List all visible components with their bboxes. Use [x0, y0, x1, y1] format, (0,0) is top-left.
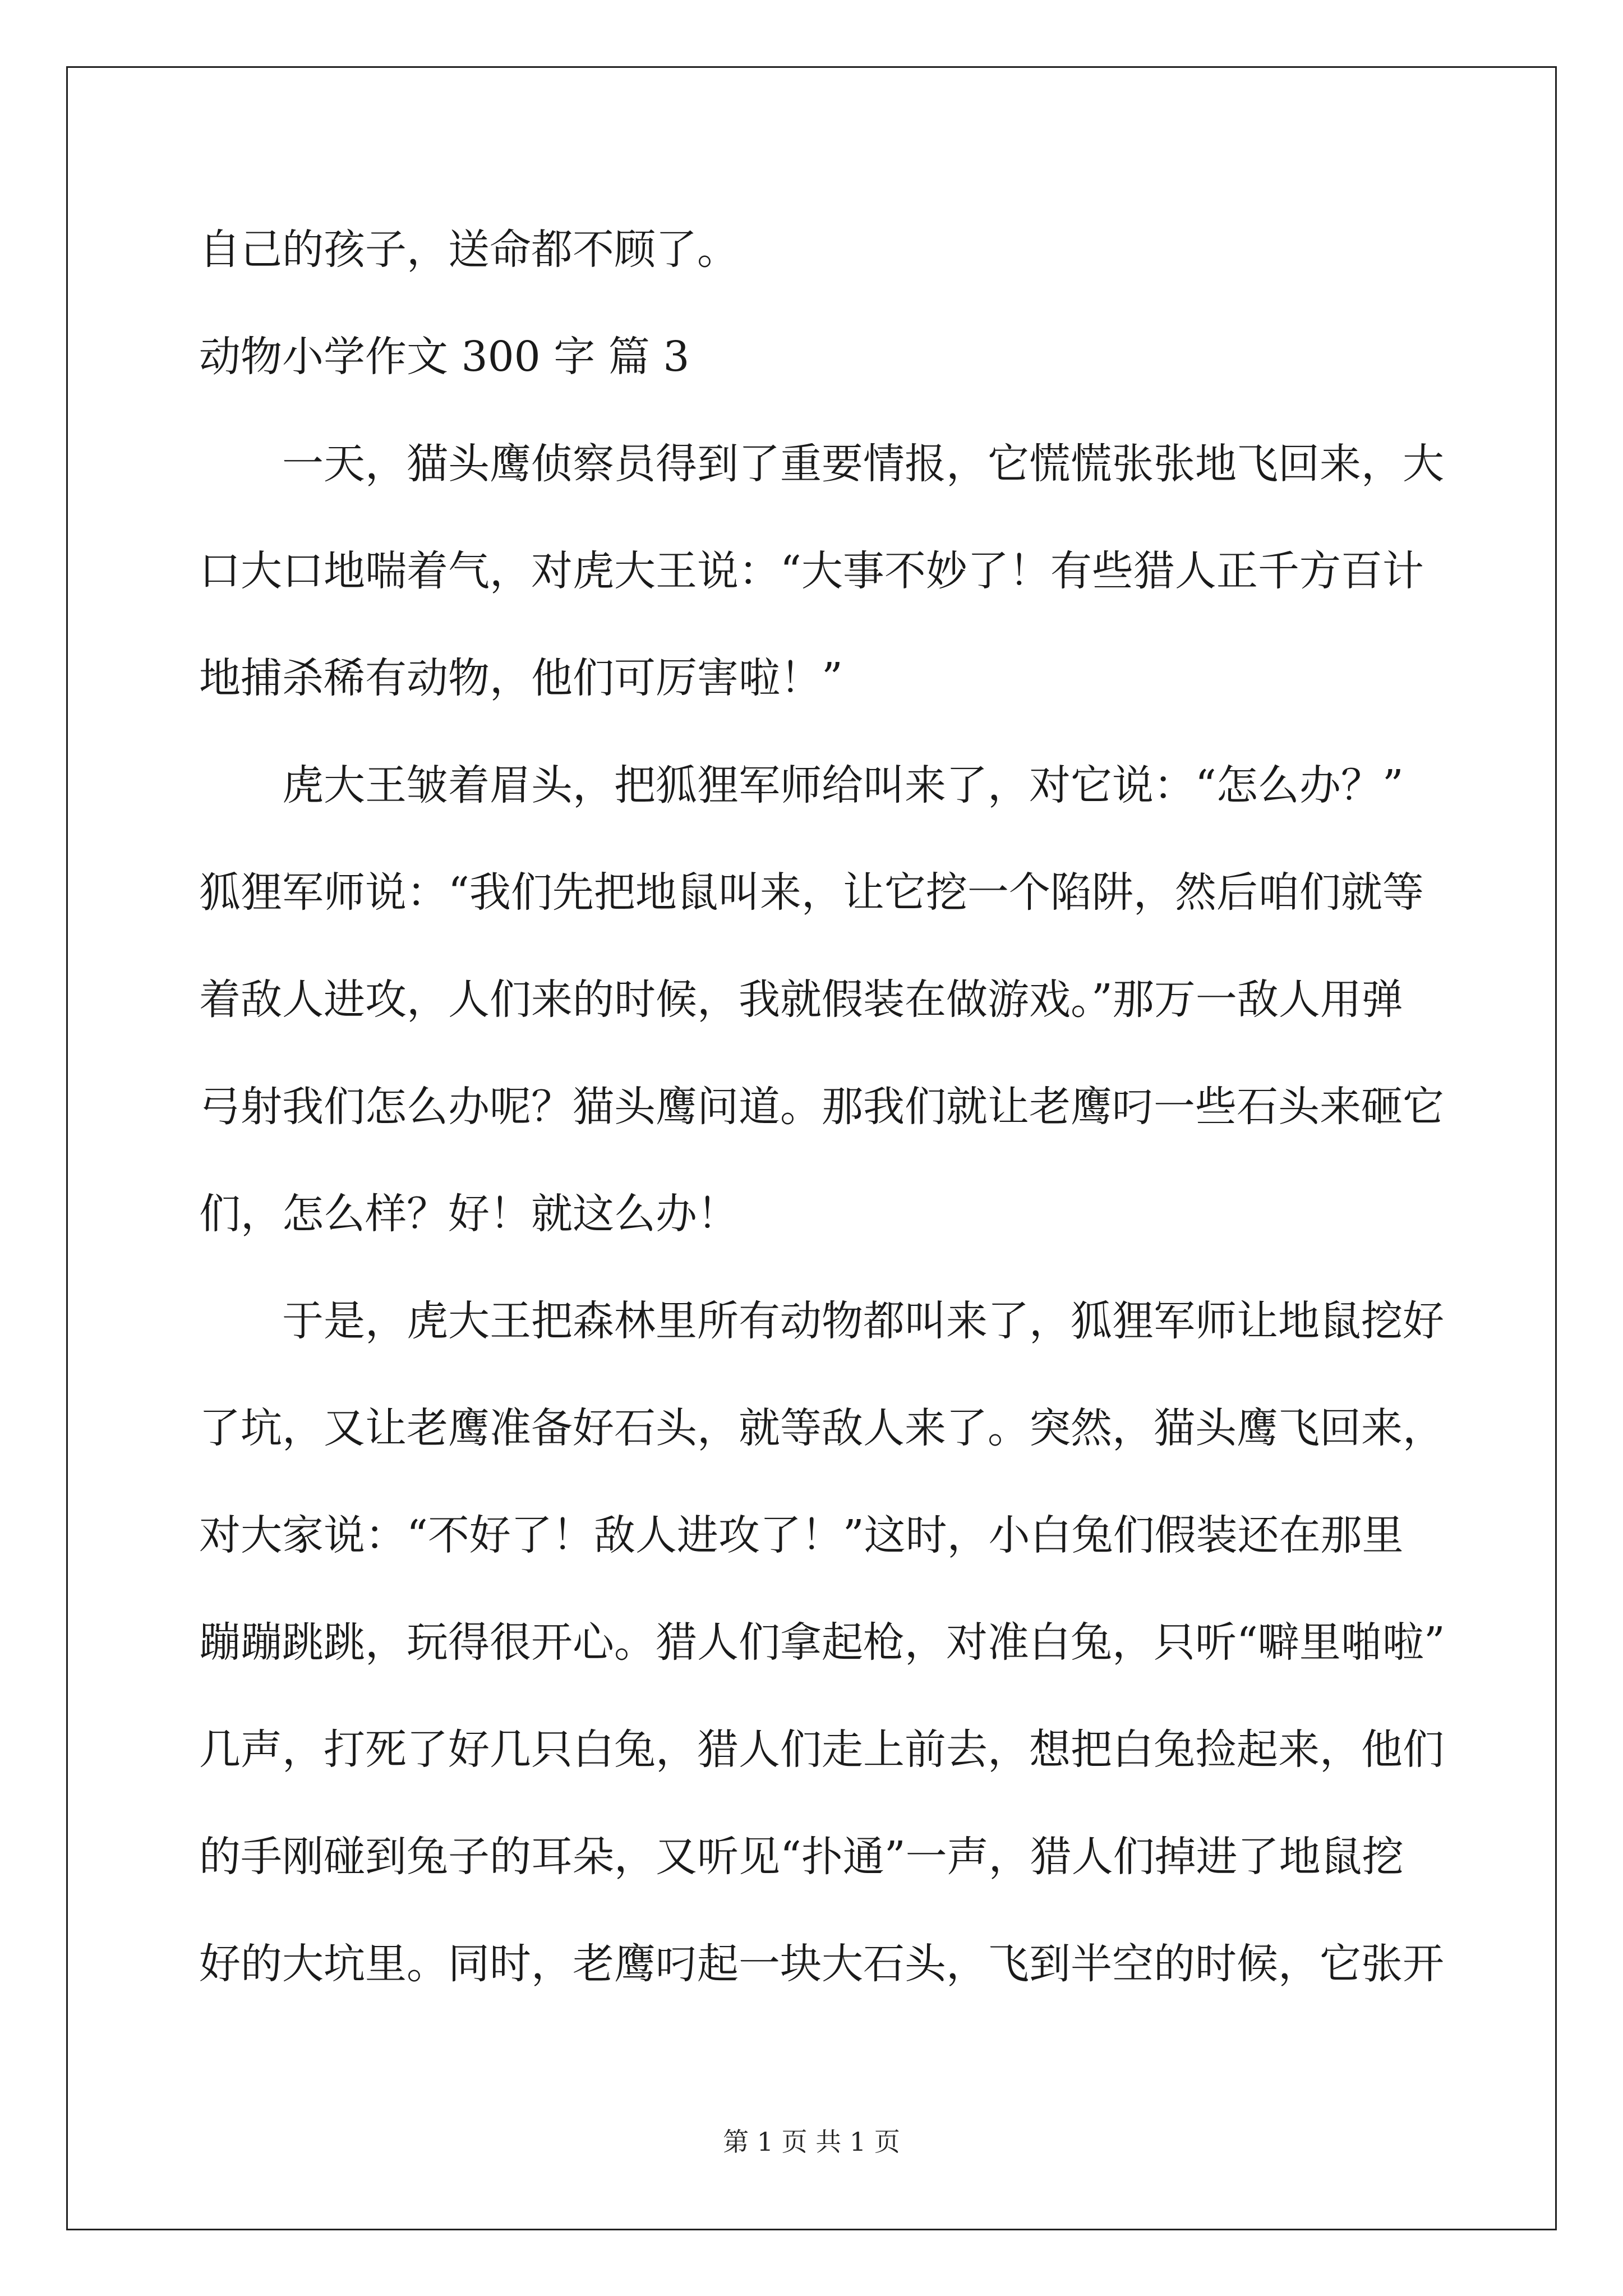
text-line: 对大家说：“不好了！敌人进攻了！”这时，小白兔们假装还在那里 [199, 1511, 1404, 1559]
text-line: 几声，打死了好几只白兔，猎人们走上前去，想把白兔捡起来，他们 [199, 1726, 1444, 1774]
text-line: 地捕杀稀有动物，他们可厉害啦！” [199, 654, 843, 702]
text-line: 的手刚碰到兔子的耳朵，又听见“扑通”一声，猎人们掉进了地鼠挖 [199, 1833, 1404, 1881]
paragraph-start: 于是，虎大王把森林里所有动物都叫来了，狐狸军师让地鼠挖好 [282, 1297, 1444, 1345]
text-line: 狐狸军师说：“我们先把地鼠叫来，让它挖一个陷阱，然后咱们就等 [199, 868, 1424, 917]
text-line: 蹦蹦跳跳，玩得很开心。猎人们拿起枪，对准白兔，只听“噼里啪啦” [199, 1618, 1445, 1667]
paragraph-start: 虎大王皱着眉头，把狐狸军师给叫来了，对它说：“怎么办？” [282, 761, 1404, 809]
document-body [199, 216, 1445, 2037]
text-line: 口大口地喘着气，对虎大王说：“大事不妙了！有些猎人正千方百计 [199, 547, 1424, 595]
text-line: 了坑，又让老鹰准备好石头，就等敌人来了。突然，猫头鹰飞回来， [199, 1404, 1444, 1452]
page-number-footer: 第 1 页 共 1 页 [723, 2127, 900, 2157]
text-line: 自己的孩子，送命都不顾了。 [199, 226, 739, 274]
section-heading: 动物小学作文 300 字 篇 3 [199, 333, 690, 381]
text-line: 弓射我们怎么办呢？猫头鹰问道。那我们就让老鹰叼一些石头来砸它 [199, 1083, 1444, 1131]
text-line: 好的大坑里。同时，老鹰叼起一块大石头，飞到半空的时候，它张开 [199, 1940, 1444, 1988]
text-line: 们，怎么样？好！就这么办！ [199, 1190, 739, 1238]
text-line: 着敌人进攻，人们来的时候，我就假装在做游戏。”那万一敌人用弹 [199, 976, 1403, 1024]
paragraph-start: 一天，猫头鹰侦察员得到了重要情报，它慌慌张张地飞回来，大 [282, 440, 1444, 488]
